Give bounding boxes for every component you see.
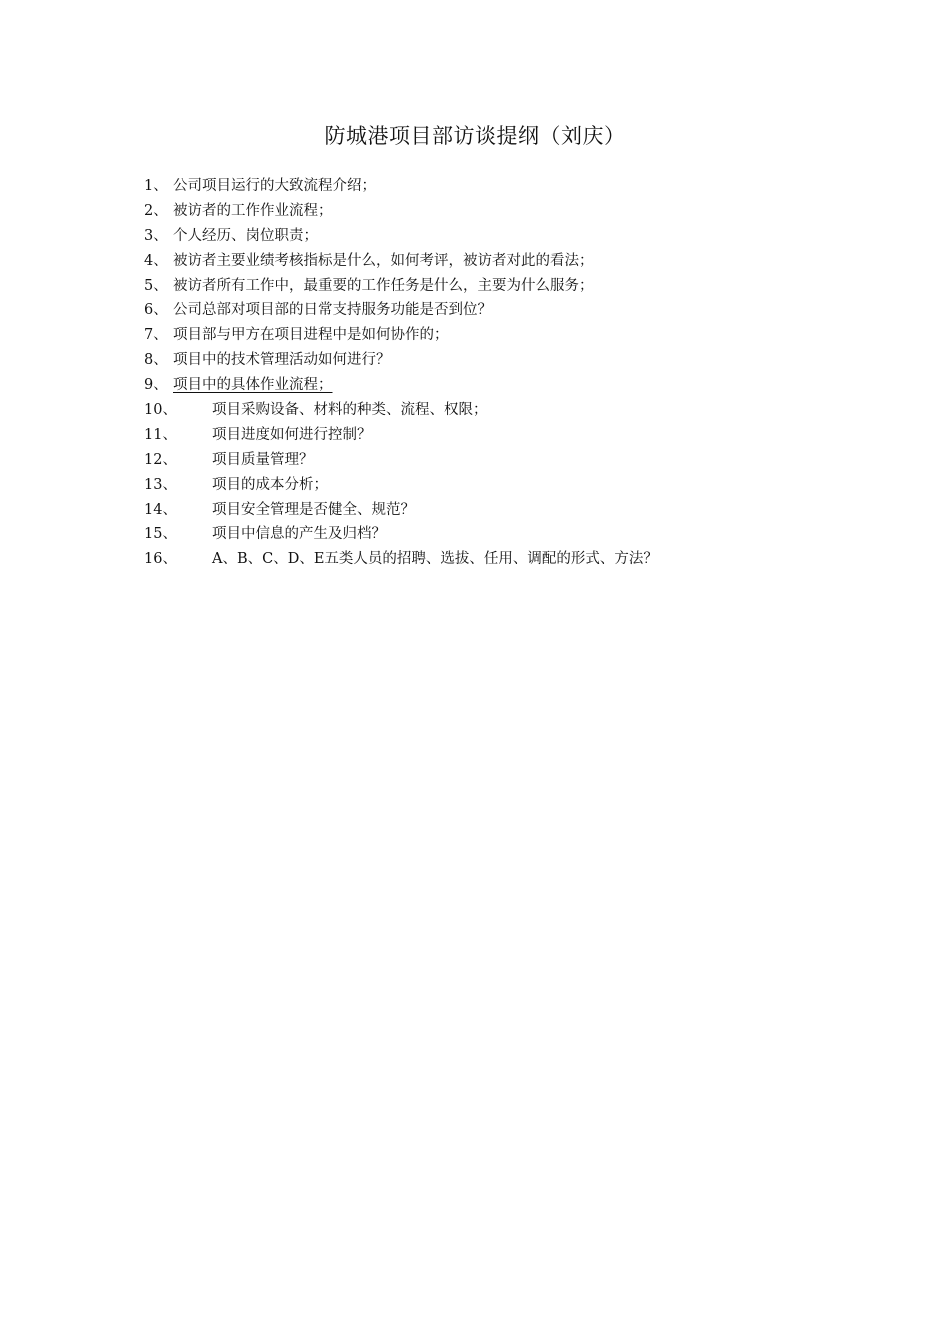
list-item xyxy=(144,423,844,448)
interview-question-list xyxy=(144,174,844,572)
item-number: 13、 xyxy=(144,476,177,493)
item-number: 1、 xyxy=(144,178,168,194)
item-text: 项目中的技术管理活动如何进行？ xyxy=(173,352,391,369)
item-number: 2、 xyxy=(144,202,168,219)
item-number: 6、 xyxy=(144,302,168,319)
item-number: 16、 xyxy=(144,551,177,568)
document-title: 防城港项目部访谈提纲（刘庆） xyxy=(324,124,626,148)
list-item xyxy=(144,323,844,348)
item-number: 11、 xyxy=(144,426,177,443)
item-text-underlined: 项目中的具体作业流程； xyxy=(173,377,333,394)
item-text: 项目的成本分析； xyxy=(212,476,328,493)
item-text: 项目质量管理？ xyxy=(212,451,314,468)
list-item xyxy=(144,547,844,572)
item-text: 被访者的工作作业流程； xyxy=(173,202,333,219)
list-item xyxy=(144,224,844,249)
list-item xyxy=(144,448,844,473)
list-item xyxy=(144,522,844,547)
list-item xyxy=(144,249,844,274)
list-item xyxy=(144,398,844,423)
item-text: 公司总部对项目部的日常支持服务功能是否到位？ xyxy=(173,302,492,319)
item-text: 项目进度如何进行控制？ xyxy=(212,426,372,443)
item-number: 4、 xyxy=(144,252,168,269)
item-text: 被访者所有工作中，最重要的工作任务是什么，主要为什么服务； xyxy=(173,277,594,294)
item-text: 项目采购设备、材料的种类、流程、权限； xyxy=(212,402,488,419)
item-number: 12、 xyxy=(144,451,177,468)
list-item xyxy=(144,298,844,323)
item-number: 8、 xyxy=(144,352,168,369)
list-item xyxy=(144,199,844,224)
list-item xyxy=(144,473,844,498)
list-item xyxy=(144,348,844,373)
item-text: 被访者主要业绩考核指标是什么，如何考评，被访者对此的看法； xyxy=(173,252,594,269)
item-number: 3、 xyxy=(144,227,168,244)
item-number: 10、 xyxy=(144,402,177,419)
item-text: 项目中信息的产生及归档？ xyxy=(212,526,386,543)
list-item xyxy=(144,274,844,299)
item-text: A、B、C、D、E五类人员的招聘、选拔、任用、调配的形式、方法？ xyxy=(212,551,658,568)
item-number: 14、 xyxy=(144,501,177,518)
list-item xyxy=(144,174,844,199)
item-number: 7、 xyxy=(144,327,168,344)
item-text: 项目安全管理是否健全、规范？ xyxy=(212,501,415,518)
list-item xyxy=(144,498,844,523)
item-text: 公司项目运行的大致流程介绍； xyxy=(173,178,376,194)
item-number: 15、 xyxy=(144,526,177,543)
list-item xyxy=(144,373,844,398)
item-number: 5、 xyxy=(144,277,168,294)
item-number: 9、 xyxy=(144,377,168,394)
item-text: 个人经历、岗位职责； xyxy=(173,227,318,244)
item-text: 项目部与甲方在项目进程中是如何协作的； xyxy=(173,327,449,344)
